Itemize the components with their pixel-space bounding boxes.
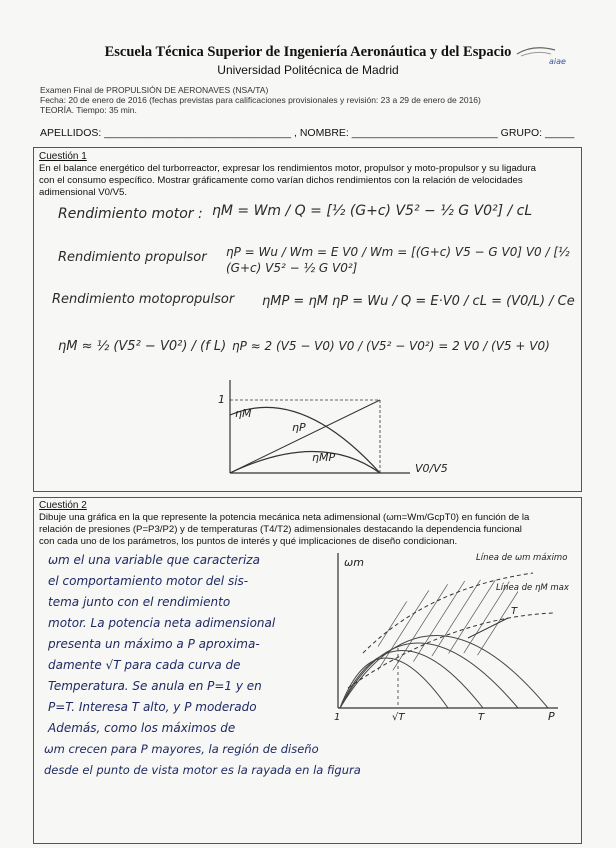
- q2-answer-line: el comportamiento motor del sis-: [48, 574, 249, 588]
- q2-x-label: P: [548, 710, 555, 723]
- q1-mp-formula: ηMP = ηM ηP = Wu / Q = E·V0 / cL = (V0/L) / Ce: [262, 294, 575, 309]
- q2-note-max: Línea de ωm máximo: [476, 553, 568, 563]
- q2-answer-line: P=T. Interesa T alto, y P moderado: [48, 700, 257, 714]
- q2-answer-line: ωm el una variable que caracteriza: [48, 553, 260, 567]
- school-name: Escuela Técnica Superior de Ingeniería Aeronáutica y del Espacio: [104, 44, 512, 60]
- grupo-field[interactable]: GRUPO: _____: [500, 127, 575, 139]
- q2-y-label: ωm: [344, 556, 364, 569]
- logo: [515, 40, 575, 70]
- university-name: Universidad Politécnica de Madrid: [217, 63, 399, 77]
- q2-x-tick-t: T: [478, 712, 485, 723]
- question-1-statement: En el balance energético del turborreactor, expresar los rendimientos motor, propulsor y moto-propulsor y su ligadura con el consumo específico. Mostrar gráficamente como varían dichos rendimientos con la relación de velocidades adimensional V0/V5.: [39, 163, 537, 198]
- q2-curve-1: [340, 658, 448, 708]
- q1-prop-label: Rendimiento propulsor: [58, 250, 207, 265]
- q2-answer-line: presenta un máximo a P aproxima-: [48, 637, 260, 651]
- q2-power-graph: [318, 548, 576, 723]
- q1-approx-motor: ηM ≈ ½ (V5² − V0²) / (f L): [58, 339, 227, 354]
- q2-answer-line: motor. La potencia neta adimensional: [48, 616, 276, 630]
- apellidos-field[interactable]: APELLIDOS: ________________________________: [40, 127, 292, 139]
- q1-x-label: V0/V5: [415, 462, 448, 475]
- q2-t-arrow: [468, 618, 508, 638]
- student-fields: [40, 127, 574, 139]
- q2-answer-line: damente √T para cada curva de: [48, 658, 241, 672]
- q2-answer-line: desde el punto de vista motor es la rayada en la figura: [44, 763, 361, 777]
- q1-prop-formula: ηP = Wu / Wm = E V0 / Wm = [(G+c) V5 − G V0] V0 / [½ (G+c) V5² − ½ G V0²]: [226, 245, 570, 275]
- question-2-title: Cuestión 2: [39, 500, 87, 511]
- q2-note-eta: Línea de ηM max: [496, 583, 569, 593]
- q1-motor-label: Rendimiento motor :: [58, 206, 203, 222]
- q1-mp-label: Rendimiento motopropulsor: [52, 292, 235, 307]
- q1-approx-prop: ηP ≈ 2 (V5 − V0) V0 / (V5² − V0²) = 2 V0 / (V5 + V0): [232, 339, 550, 353]
- exam-date: Fecha: 20 de enero de 2016 (fechas previstas para calificaciones provisionales y revisión: 23 a 29 de enero de 2016): [40, 95, 481, 105]
- q1-motor-formula: ηM = Wm / Q = [½ (G+c) V5² − ½ G V0²] / cL: [212, 203, 533, 219]
- question-2-statement: Dibuje una gráfica en la que represente la potencia mecánica neta adimensional (ωm=Wm/GcpT0) en función de la relación de presiones (P=P3/P2) y de temperaturas (T4/T2) adimensionales destacando la dependencia funcional con cada uno de los parámetros, los puntos de interés y qué implicaciones de diseño condicionan.: [39, 512, 530, 547]
- q1-label-prop: ηP: [292, 421, 306, 434]
- exam-time: TEORÍA. Tiempo: 35 min.: [40, 105, 137, 115]
- logo-text: aiae: [549, 57, 566, 66]
- q2-x-tick-1: 1: [334, 712, 341, 723]
- q2-x-tick-sqrt: √T: [392, 712, 405, 723]
- q2-curve-4: [340, 636, 548, 709]
- q1-label-motor: ηM: [235, 407, 252, 420]
- q1-label-mp: ηMP: [312, 451, 336, 464]
- nombre-field[interactable]: , NOMBRE: _________________________: [293, 127, 498, 139]
- q2-answer-line: Temperatura. Se anula en P=1 y en: [48, 679, 262, 693]
- q1-efficiency-graph: [210, 375, 480, 485]
- q2-answer-line: Además, como los máximos de: [48, 721, 236, 735]
- q1-y-tick: 1: [218, 393, 225, 406]
- q2-answer-line: ωm crecen para P mayores, la región de diseño: [44, 742, 319, 756]
- q2-answer-line: tema junto con el rendimiento: [48, 595, 231, 609]
- exam-title: Examen Final de PROPULSIÓN DE AERONAVES (NSA/TA): [40, 85, 269, 95]
- q1-curve-prop: [230, 400, 380, 473]
- question-1-title: Cuestión 1: [39, 151, 87, 162]
- q2-t-arrow-label: T: [511, 606, 518, 617]
